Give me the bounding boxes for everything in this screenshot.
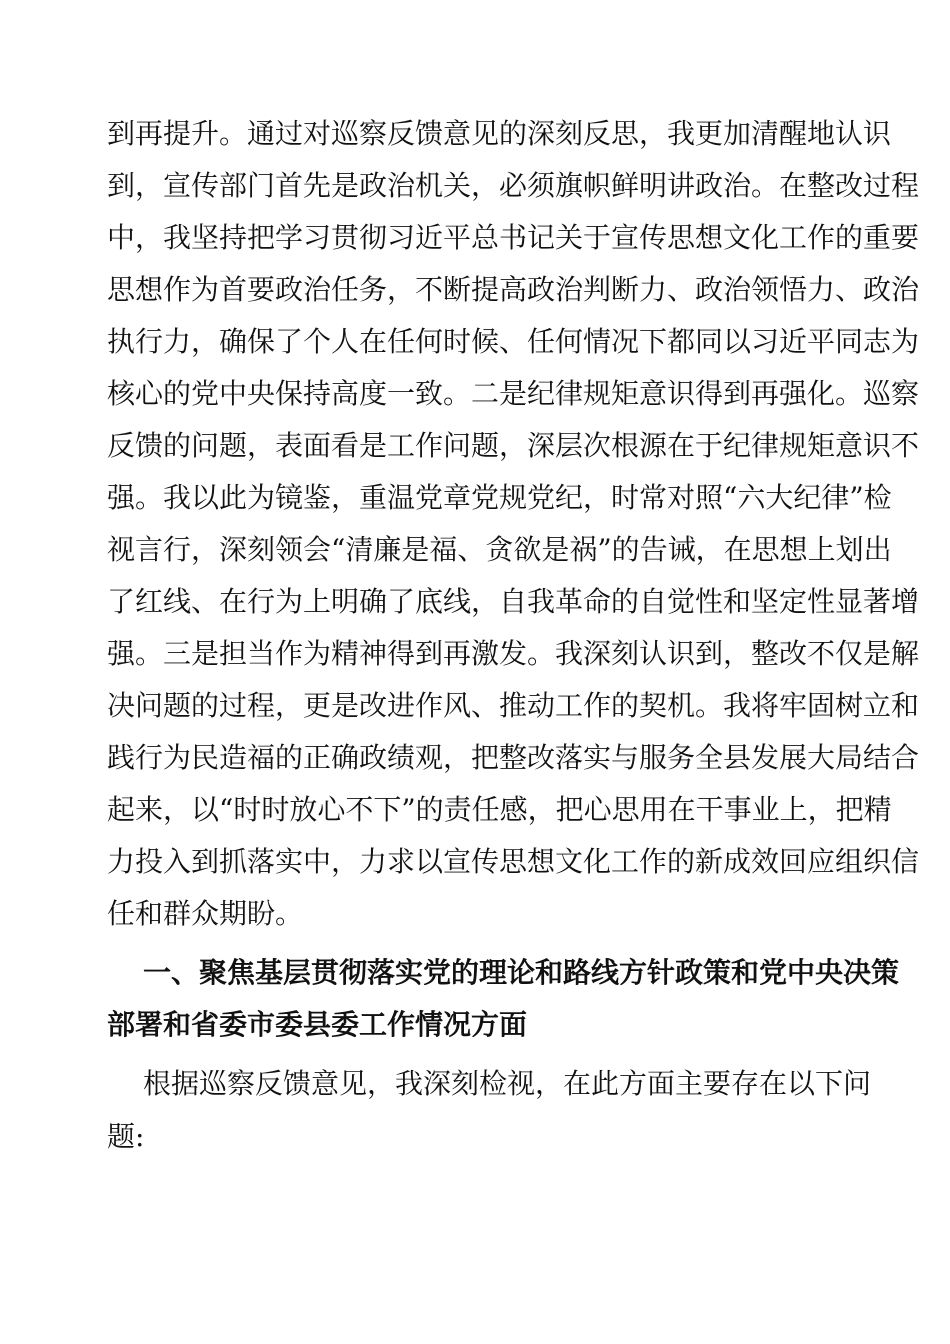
text-line: 反馈的问题，表面看是工作问题，深层次根源在于纪律规矩意识不 [107, 429, 920, 462]
text-line: 强。三是担当作为精神得到再激发。我深刻认识到，整改不仅是解 [107, 637, 920, 670]
text-line: 到再提升。通过对巡察反馈意见的深刻反思，我更加清醒地认识 [107, 117, 892, 150]
heading-line: 部署和省委市委县委工作情况方面 [107, 1008, 528, 1041]
text-line: 践行为民造福的正确政绩观，把整改落实与服务全县发展大局结合 [107, 741, 920, 774]
text-line: 到，宣传部门首先是政治机关，必须旗帜鲜明讲政治。在整改过程 [107, 169, 920, 202]
text-line: 强。我以此为镜鉴，重温党章党规党纪，时常对照“六大纪律”检 [107, 481, 892, 514]
text-line: 决问题的过程，更是改进作风、推动工作的契机。我将牢固树立和 [107, 689, 920, 722]
text-line: 任和群众期盼。 [107, 897, 304, 930]
text-line: 了红线、在行为上明确了底线，自我革命的自觉性和坚定性显著增 [107, 585, 920, 618]
text-line: 视言行，深刻领会“清廉是福、贪欲是祸”的告诫，在思想上划出 [107, 533, 892, 566]
text-line: 思想作为首要政治任务，不断提高政治判断力、政治领悟力、政治 [107, 273, 920, 306]
text-line: 中，我坚持把学习贯彻习近平总书记关于宣传思想文化工作的重要 [107, 221, 920, 254]
text-line: 根据巡察反馈意见，我深刻检视，在此方面主要存在以下问 [143, 1067, 872, 1100]
text-line: 核心的党中央保持高度一致。二是纪律规矩意识得到再强化。巡察 [107, 377, 920, 410]
text-line: 力投入到抓落实中，力求以宣传思想文化工作的新成效回应组织信 [107, 845, 920, 878]
text-line: 题: [107, 1120, 145, 1153]
text-line: 执行力，确保了个人在任何时候、任何情况下都同以习近平同志为 [107, 325, 920, 358]
text-line: 起来，以“时时放心不下”的责任感，把心思用在干事业上，把精 [107, 793, 892, 826]
heading-line: 一、聚焦基层贯彻落实党的理论和路线方针政策和党中央决策 [143, 956, 900, 989]
